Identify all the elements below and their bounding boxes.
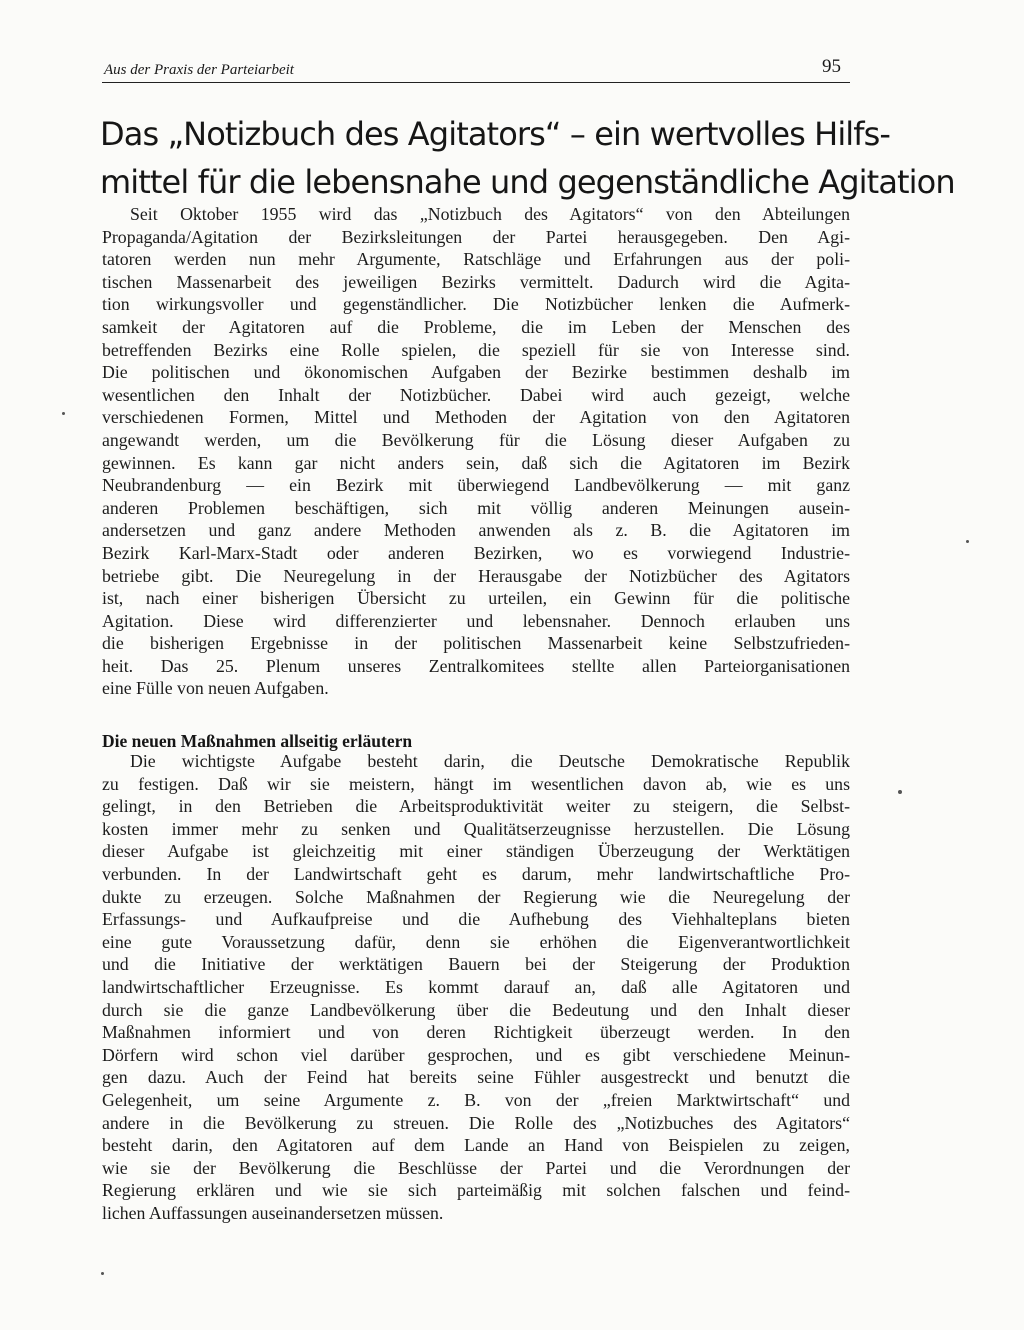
text-line: Bezirk Karl-Marx-Stadt oder anderen Bezirken, wo es vorwiegend Industrie- (102, 542, 850, 563)
scan-speck (62, 412, 65, 415)
scan-speck (898, 790, 902, 794)
text-line: betreffenden Bezirks eine Rolle spielen, die speziell für sie von Interesse sind. (102, 339, 850, 360)
text-line: heit. Das 25. Plenum unseres Zentralkomitees stellte allen Parteiorganisationen (102, 655, 850, 676)
text-line: die bisherigen Ergebnisse in der politischen Massenarbeit keine Selbstzufrieden- (102, 633, 850, 654)
text-line: Dörfern wird schon viel darüber gesprochen, und es gibt verschiedene Meinun- (102, 1044, 850, 1065)
text-line: ist, nach einer bisherigen Übersicht zu urteilen, ein Gewinn für die politische (102, 588, 850, 609)
text-line: tatoren werden nun mehr Argumente, Ratschläge und Erfahrungen aus der poli- (102, 249, 850, 270)
text-line: Regierung erklären und wie sie sich parteimäßig mit solchen falschen und feind- (102, 1180, 850, 1201)
text-line: wie sie der Bevölkerung die Beschlüsse der Partei und die Verordnungen der (102, 1157, 850, 1178)
paragraph-measures (102, 750, 850, 1224)
text-line: eine Fülle von neuen Aufgaben. (102, 678, 329, 699)
text-line: Gelegenheit, um seine Argumente z. B. von der „freien Marktwirtschaft“ und (102, 1089, 850, 1110)
text-line: gewinnen. Es kann gar nicht anders sein, daß sich die Agitatoren im Bezirk (102, 452, 850, 473)
text-line: Seit Oktober 1955 wird das „Notizbuch des Agitators“ von den Abteilungen (130, 204, 850, 224)
text-line: wesentlichen den Inhalt der Notizbücher. Dabei wird auch gezeigt, welche (102, 384, 850, 405)
text-line: Agitation. Diese wird differenzierter und lebensnaher. Dennoch erlauben uns (102, 610, 850, 631)
text-line: Die politischen und ökonomischen Aufgaben der Bezirke bestimmen deshalb im (102, 362, 850, 383)
text-line: tischen Massenarbeit des jeweiligen Bezirks vermittelt. Dadurch wird die Agita- (102, 271, 850, 292)
text-line: Propaganda/Agitation der Bezirksleitungen der Partei herausgegeben. Den Agi- (102, 226, 850, 247)
text-line: andersetzen und ganz andere Methoden anwenden als z. B. die Agitatoren im (102, 520, 850, 541)
text-line: Maßnahmen informiert und von deren Richtigkeit überzeugt werden. In den (102, 1022, 850, 1043)
text-line: verbunden. In der Landwirtschaft geht es darum, mehr landwirtschaftliche Pro- (102, 863, 850, 884)
text-line: besteht darin, den Agitatoren auf dem Lande an Hand von Beispielen zu zeigen, (102, 1135, 850, 1156)
article-title-line: Das „Notizbuch des Agitators“ – ein wertvolles Hilfs- (100, 115, 891, 153)
text-line: Neubrandenburg — ein Bezirk mit überwiegend Landbevölkerung — mit ganz (102, 475, 850, 496)
text-line: samkeit der Agitatoren auf die Probleme, die im Leben der Menschen des (102, 316, 850, 337)
text-line: verschiedenen Formen, Mittel und Methoden der Agitation von den Agitatoren (102, 407, 850, 428)
text-line: zu festigen. Daß wir sie meistern, hängt im wesentlichen davon ab, wie es uns (102, 773, 850, 794)
text-line: tion wirkungsvoller und gegenständlicher. Die Notizbücher lenken die Aufmerk- (102, 294, 850, 315)
text-line: kosten immer mehr zu senken und Qualitätserzeugnisse herzustellen. Die Lösung (102, 818, 850, 839)
text-line: andere in die Bevölkerung zu streuen. Die Rolle des „Notizbuches des Agitators“ (102, 1112, 850, 1133)
text-line: Erfassungs- und Aufkaufpreise und die Aufhebung des Viehhalteplans bieten (102, 909, 850, 930)
running-head: Aus der Praxis der Parteiarbeit (104, 62, 294, 78)
text-line: landwirtschaftlicher Erzeugnisse. Es kommt darauf an, daß alle Agitatoren und (102, 976, 850, 997)
text-line: lichen Auffassungen auseinandersetzen müssen. (102, 1202, 444, 1223)
text-line: gelingt, in den Betrieben die Arbeitsproduktivität weiter zu steigern, die Selbst- (102, 796, 850, 817)
page-number: 95 (822, 56, 841, 77)
text-line: dukte zu erzeugen. Solche Maßnahmen der Regierung wie die Neuregelung der (102, 886, 850, 907)
text-line: betriebe gibt. Die Neuregelung in der Herausgabe der Notizbücher des Agitators (102, 565, 850, 586)
text-line: und die Initiative der werktätigen Bauern bei der Steigerung der Produktion (102, 954, 850, 975)
text-line: dieser Aufgabe ist gleichzeitig mit einer ständigen Überzeugung der Werktätigen (102, 841, 850, 862)
paragraph-intro (102, 203, 850, 700)
text-line: angewandt werden, um die Bevölkerung für die Lösung dieser Aufgaben zu (102, 429, 850, 450)
article-title-line: mittel für die lebensnahe und gegenständliche Agitation (100, 163, 955, 201)
text-line: anderen Problemen beschäftigen, sich mit völlig anderen Meinungen ausein- (102, 497, 850, 518)
text-line: gen dazu. Auch der Feind hat bereits seine Fühler ausgestreckt und benutzt die (102, 1067, 850, 1088)
article-title (100, 110, 955, 206)
scan-speck (966, 540, 969, 543)
text-line: eine gute Voraussetzung dafür, denn sie erhöhen die Eigenverantwortlichkeit (102, 931, 850, 952)
text-line: durch sie die ganze Landbevölkerung über die Bedeutung und den Inhalt dieser (102, 999, 850, 1020)
section-heading: Die neuen Maßnahmen allseitig erläutern (102, 731, 413, 751)
text-line: Die wichtigste Aufgabe besteht darin, die Deutsche Demokratische Republik (130, 751, 850, 771)
header-rule (102, 82, 850, 83)
scan-speck (101, 1272, 104, 1275)
